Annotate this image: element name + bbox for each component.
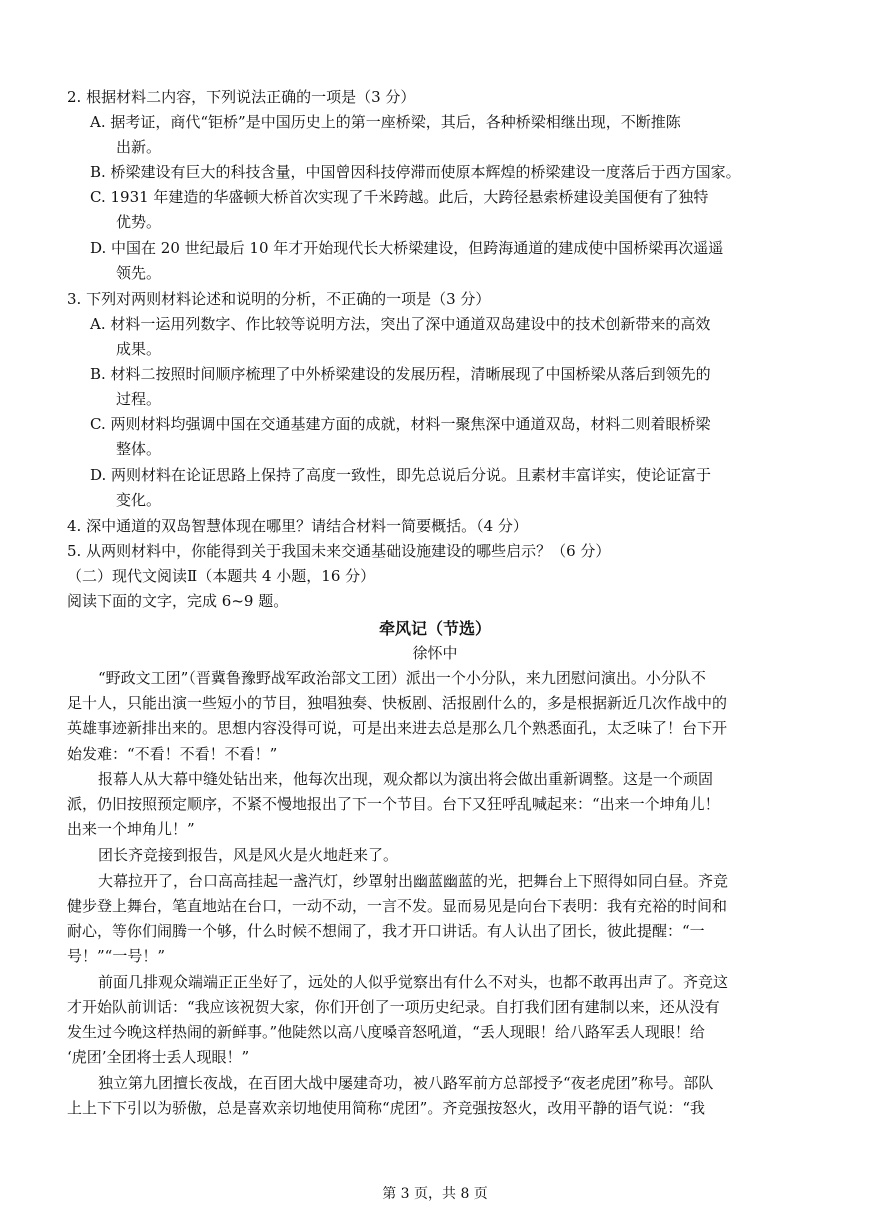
passage-line: “野政文工团”（晋冀鲁豫野战军政治部文工团）派出一个小分队，来九团慰问演出。小分队不 xyxy=(98,669,706,687)
passage-line: 团长齐竞接到报告，风是风火是火地赶来了。 xyxy=(98,846,399,864)
reading-instruction: 阅读下面的文字，完成 6~9 题。 xyxy=(67,592,289,610)
question-2-option-d-cont: 领先。 xyxy=(116,264,162,282)
section-heading: （二）现代文阅读Ⅱ（本题共 4 小题，16 分） xyxy=(67,567,376,585)
question-3-stem: 3. 下列对两则材料论述和说明的分析，不正确的一项是（3 分） xyxy=(67,290,491,308)
question-2-option-a: A. 据考证，商代“钜桥”是中国历史上的第一座桥梁，其后，各种桥梁相继出现，不断推陈 xyxy=(90,113,681,131)
passage-line: 足十人，只能出演一些短小的节目，独唱独奏、快板剧、活报剧什么的，多是根据新近几次作战中的 xyxy=(67,694,728,712)
passage-line: 发生过今晚这样热闹的新鲜事。”他陡然以高八度嗓音怒吼道，“丢人现眼！给八路军丢人现眼！给 xyxy=(67,1023,705,1041)
passage-line: 派，仍旧按照预定顺序，不紧不慢地报出了下一个节目。台下又狂呼乱喊起来：“出来一个坤角儿！ xyxy=(67,795,720,813)
question-3-option-b: B. 材料二按照时间顺序梳理了中外桥梁建设的发展历程，清晰展现了中国桥梁从落后到领先的 xyxy=(90,365,711,383)
passage-line: 耐心，等你们闹腾一个够，什么时候不想闹了，我才开口讲话。有人认出了团长，彼此提醒：“一 xyxy=(67,922,705,940)
passage-line: 健步登上舞台，笔直地站在台口，一动不动，一言不发。显而易见是向台下表明：我有充裕的时间和 xyxy=(67,897,728,915)
passage-line: ‘虎团’全团将士丢人现眼！” xyxy=(67,1048,250,1066)
question-4: 4. 深中通道的双岛智慧体现在哪里？请结合材料一简要概括。（4 分） xyxy=(67,517,528,535)
question-3-option-d: D. 两则材料在论证思路上保持了高度一致性，即先总说后分说。且素材丰富详实，使论证富于 xyxy=(90,466,712,484)
question-2-option-a-cont: 出新。 xyxy=(116,138,162,156)
passage-title: 牵风记（节选） xyxy=(378,619,491,638)
passage-line: 英雄事迹新排出来的。思想内容没得可说，可是出来进去总是那么几个熟悉面孔，太乏味了！台下开 xyxy=(67,719,728,737)
passage-line: 上上下下引以为骄傲，总是喜欢亲切地使用简称“虎团”。齐竞强按怒火，改用平静的语气说：“我 xyxy=(67,1099,706,1117)
passage-line: 号！”“一号！” xyxy=(67,947,166,965)
page-number-footer: 第 3 页，共 8 页 xyxy=(382,1186,488,1202)
passage-line: 前面几排观众端端正正坐好了，远处的人似乎觉察出有什么不对头，也都不敢再出声了。齐竞这 xyxy=(98,973,729,991)
passage-line: 大幕拉开了，台口高高挂起一盏汽灯，纱罩射出幽蓝幽蓝的光，把舞台上下照得如同白昼。齐竞 xyxy=(98,872,729,890)
passage-line: 出来一个坤角儿！” xyxy=(67,820,195,838)
question-3-option-c: C. 两则材料均强调中国在交通基建方面的成就，材料一聚焦深中通道双岛，材料二则着眼桥梁 xyxy=(90,415,711,433)
question-2-option-d: D. 中国在 20 世纪最后 10 年才开始现代长大桥梁建设，但跨海通道的建成使中国桥梁再次遥遥 xyxy=(90,239,724,257)
passage-line: 独立第九团擅长夜战，在百团大战中屡建奇功，被八路军前方总部授予“夜老虎团”称号。部队 xyxy=(98,1074,714,1092)
passage-line: 始发难：“不看！不看！不看！” xyxy=(67,745,278,763)
question-2-stem: 2. 根据材料二内容，下列说法正确的一项是（3 分） xyxy=(67,88,416,106)
passage-line: 报幕人从大幕中缝处钻出来，他每次出现，观众都以为演出将会做出重新调整。这是一个顽固 xyxy=(98,770,714,788)
question-3-option-d-cont: 变化。 xyxy=(116,491,162,509)
passage-line: 才开始队前训话：“我应该祝贺大家，你们开创了一项历史纪录。自打我们团有建制以来，还从没有 xyxy=(67,998,720,1016)
question-2-option-c: C. 1931 年建造的华盛顿大桥首次实现了千米跨越。此后，大跨径悬索桥建设美国便有了独特 xyxy=(90,188,709,206)
question-3-option-b-cont: 过程。 xyxy=(116,390,162,408)
passage-author: 徐怀中 xyxy=(412,644,458,662)
question-3-option-a-cont: 成果。 xyxy=(116,340,162,358)
question-3-option-a: A. 材料一运用列数字、作比较等说明方法，突出了深中通道双岛建设中的技术创新带来的高效 xyxy=(90,315,711,333)
question-5: 5. 从两则材料中，你能得到关于我国未来交通基础设施建设的哪些启示？（6 分） xyxy=(67,542,611,560)
question-2-option-b: B. 桥梁建设有巨大的科技含量，中国曾因科技停滞而使原本辉煌的桥梁建设一度落后于西方国家。 xyxy=(90,163,741,181)
question-3-option-c-cont: 整体。 xyxy=(116,440,162,458)
question-2-option-c-cont: 优势。 xyxy=(116,213,162,231)
